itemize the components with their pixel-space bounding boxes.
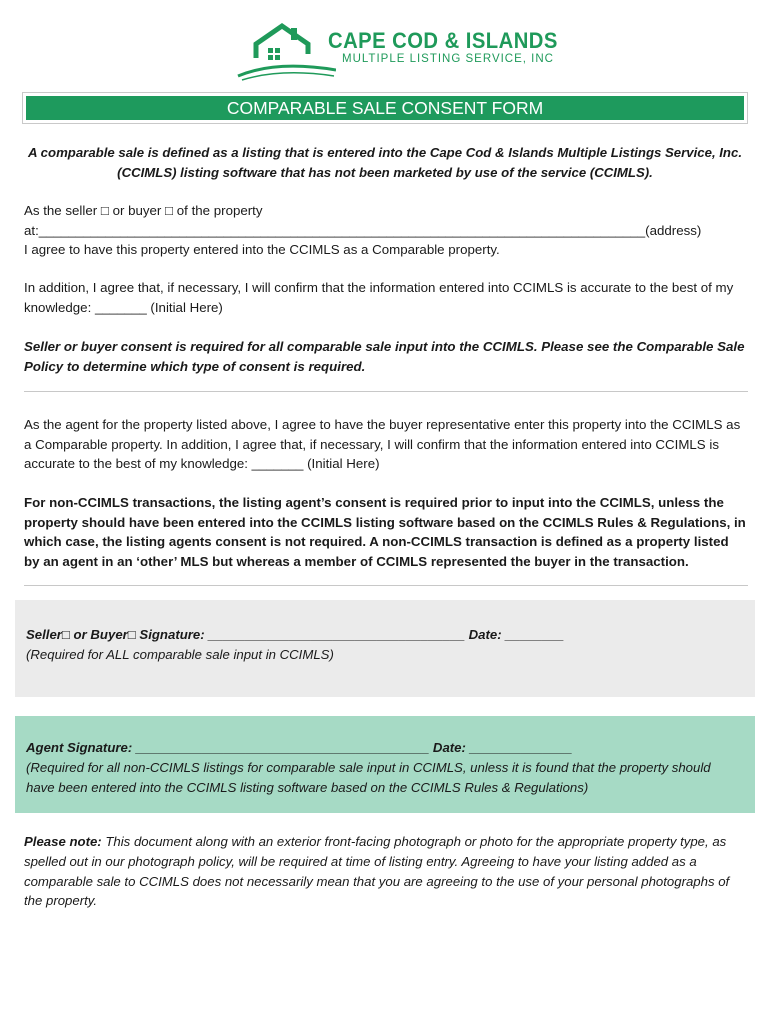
agent-requirement: (Required for all non-CCIMLS listings for comparable sale input in CCIMLS, unless it is found that the property should have been entered into the CCIMLS listing software based on the CCIMLS Rules & Regulations) [26, 759, 711, 795]
consent-requirement-note: Seller or buyer consent is required for all comparable sale input into the CCIMLS. Please see the Comparable Sale Policy to determine which type of consent is required. [24, 339, 745, 374]
seller-requirement: (Required for ALL comparable sale input in CCIMLS) [26, 646, 334, 662]
seller-signature-block [26, 625, 741, 665]
non-ccimls-paragraph: For non-CCIMLS transactions, the listing agent’s consent is required prior to input into the CCIMLS, unless the property should have been entered into the CCIMLS listing software based on the CCIMLS Rules & Regulations, in which case, the listing agents consent is not required. A non-CCIMLS transaction is defined as a property listed by an agent in an ‘other’ MLS but whereas a member of CCIMLS represented the buyer in the transaction. [24, 495, 746, 569]
form-title: COMPARABLE SALE CONSENT FORM [26, 96, 744, 120]
addition-paragraph: In addition, I agree that, if necessary, I will confirm that the information entered into CCIMLS is accurate to the best of my knowledge: _______ (Initial Here) [24, 280, 734, 315]
divider [24, 585, 748, 586]
seller-line-3: I agree to have this property entered into the CCIMLS as a Comparable property. [24, 242, 500, 258]
seller-signature-line[interactable]: Seller□ or Buyer□ Signature: ___________________________________ Date: ________ [26, 627, 564, 642]
seller-consent-paragraph [24, 201, 746, 260]
divider [24, 391, 748, 392]
please-note [24, 832, 744, 911]
logo-subtitle: MULTIPLE LISTING SERVICE, INC [342, 53, 554, 65]
seller-line-1: As the seller □ or buyer □ of the property [24, 203, 263, 218]
agent-consent-paragraph: As the agent for the property listed above, I agree to have the buyer representative enter this property into the CCIMLS as a Comparable property. In addition, I agree that, if necessary, I will confirm that the information entered into CCIMLS is accurate to the best of my knowledge: _______ (Initial Here) [24, 417, 741, 472]
logo-title: CAPE COD & ISLANDS [328, 28, 558, 53]
please-note-text: This document along with an exterior front-facing photograph or photo for the appropriate property type, as spelled out in our photograph policy, will be required at time of listing entry. Agreeing to have your listing added as a comparable sale to CCIMLS does not necessarily mean that you are agreeing to the use of your personal photographs of the property. [24, 834, 730, 909]
ccimls-logo [236, 20, 558, 82]
form-title-bar [22, 92, 748, 124]
please-note-label: Please note: [24, 834, 102, 849]
agent-signature-line[interactable]: Agent Signature: ________________________________________ Date: ______________ [26, 740, 573, 755]
agent-signature-block [26, 738, 741, 797]
house-icon [236, 20, 336, 82]
intro-definition: A comparable sale is defined as a listing that is entered into the Cape Cod & Islands Multiple Listings Service, Inc. (CCIMLS) listing software that has not been marketed by use of the service (CCIMLS). [27, 145, 742, 180]
address-line[interactable]: at:__________________________________________________________________________________(address) [24, 222, 702, 238]
